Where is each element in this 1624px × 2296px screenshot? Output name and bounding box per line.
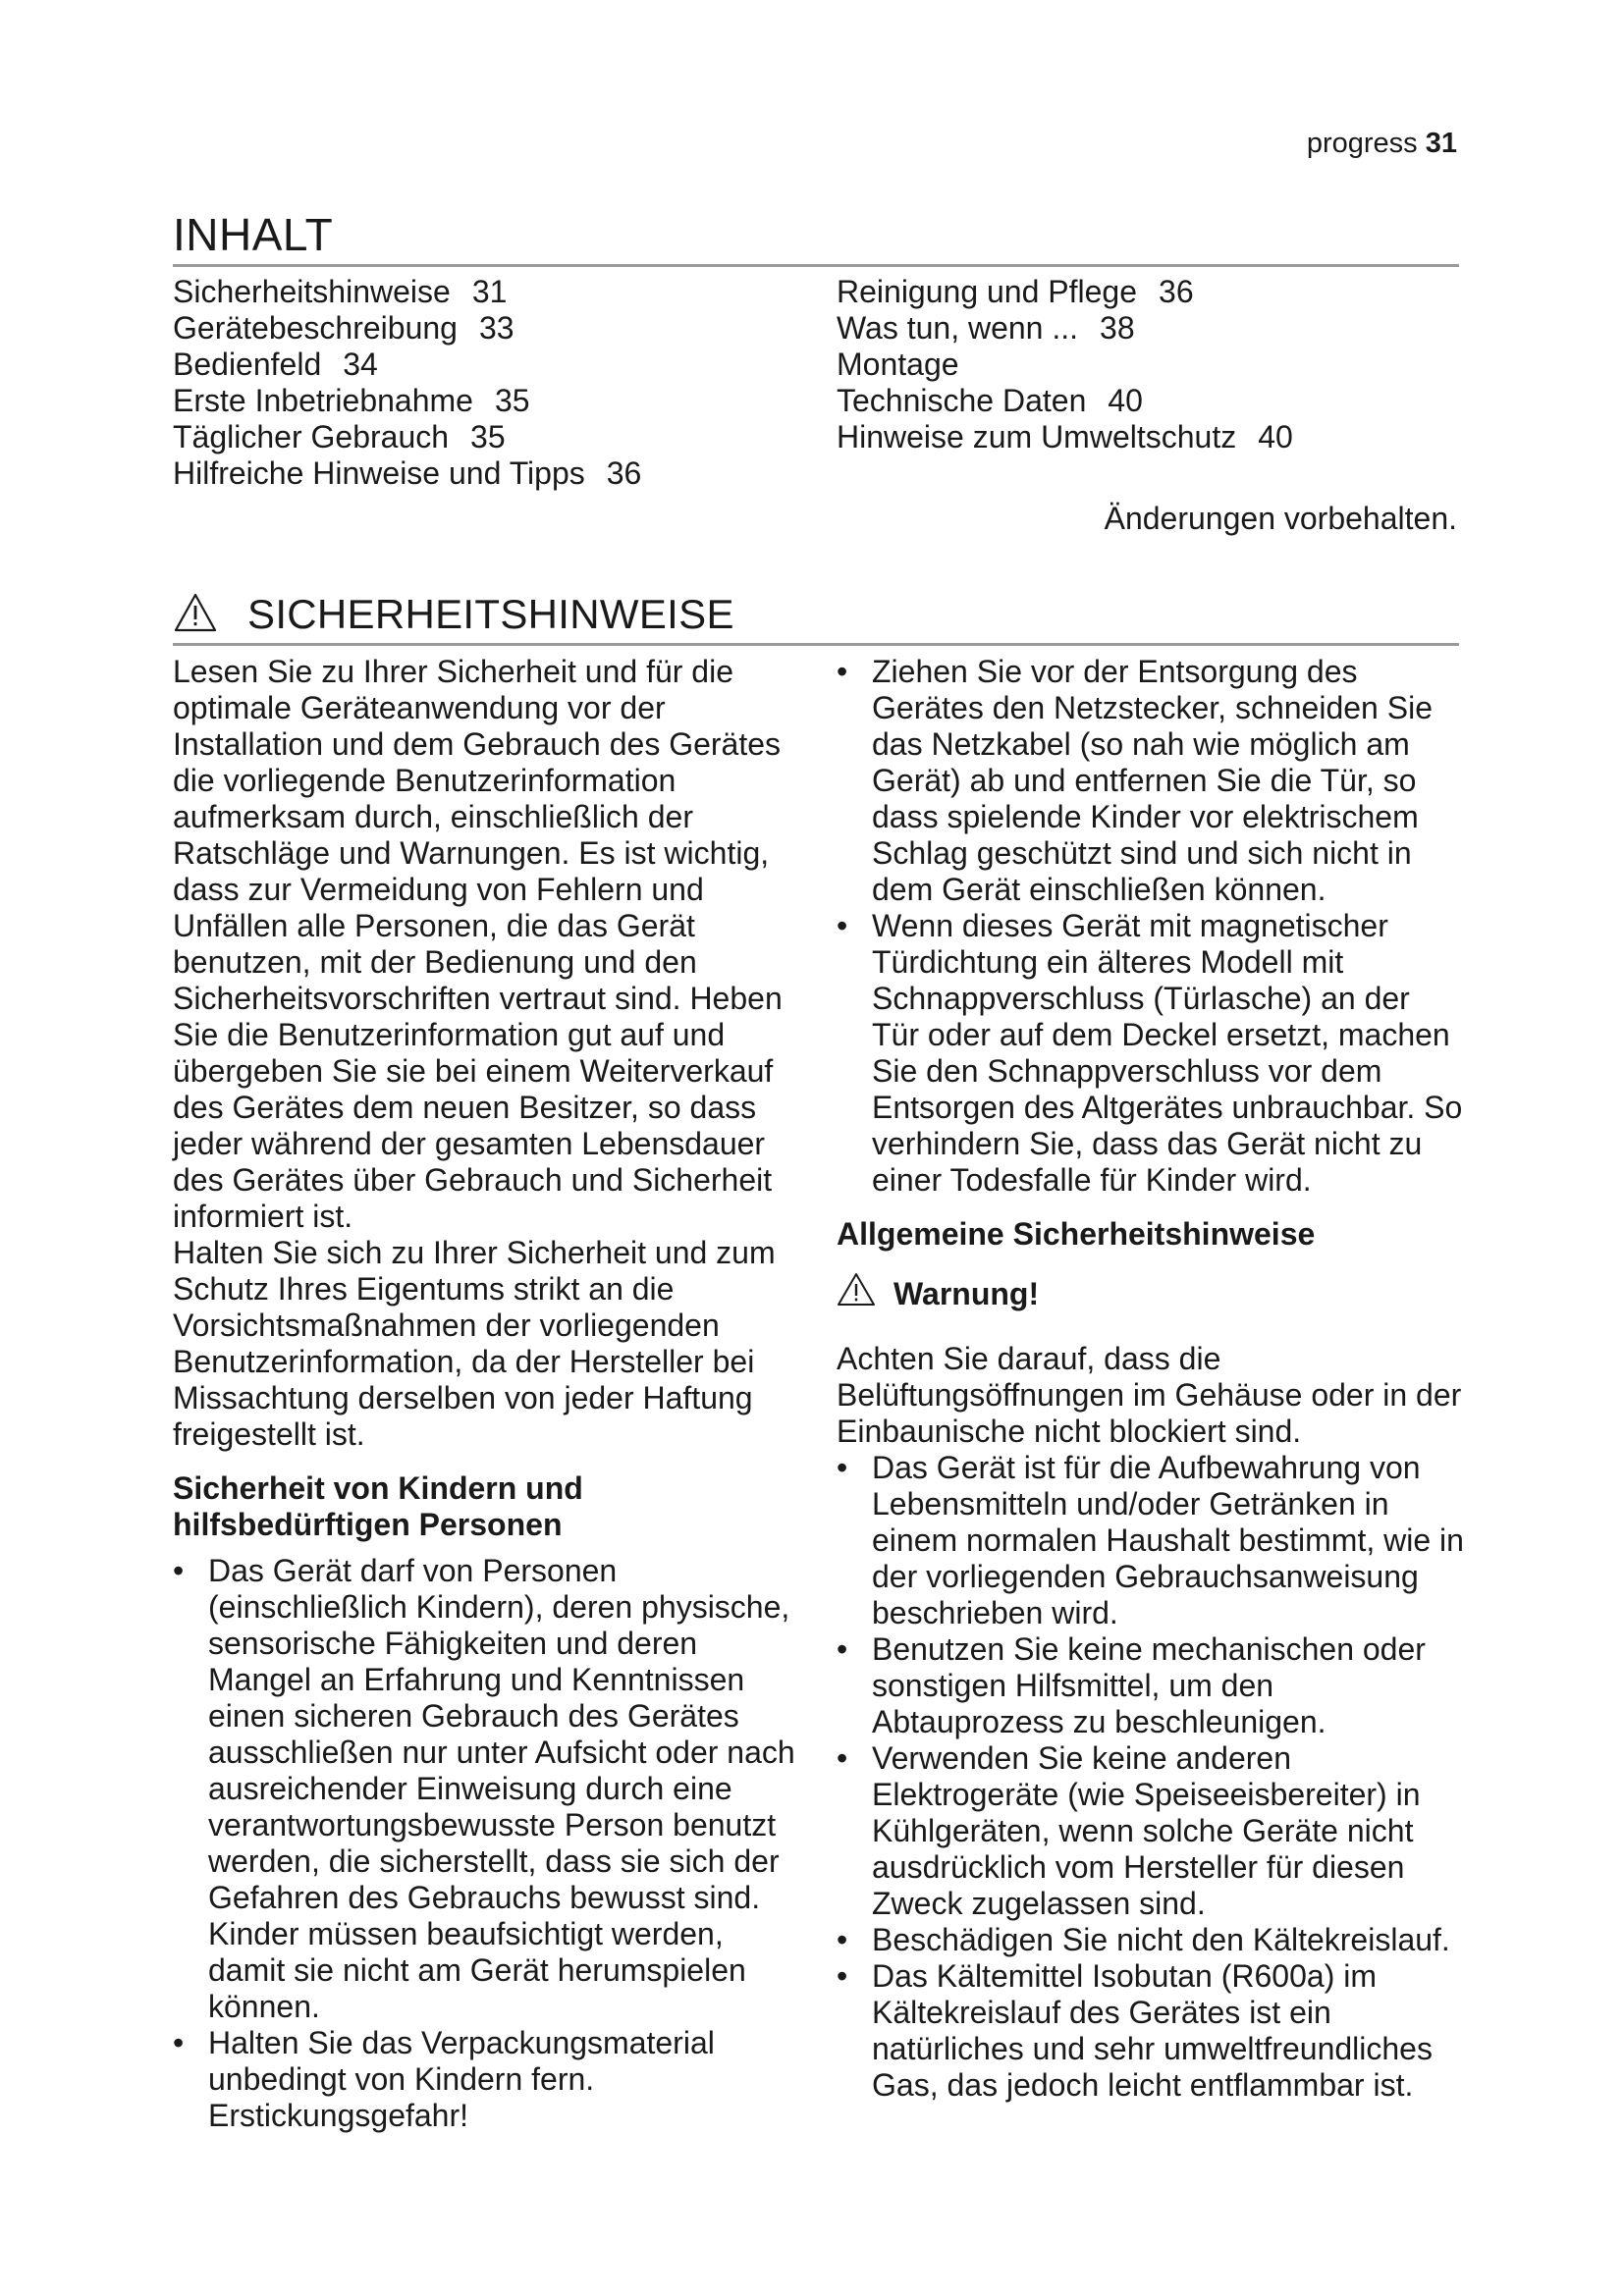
toc-label: Hinweise zum Umweltschutz [837, 419, 1237, 454]
toc-page: 33 [478, 310, 514, 346]
toc-page: 35 [494, 383, 530, 418]
allgemein-heading: Allgemeine Sicherheitshinweise [837, 1216, 1316, 1252]
left-column [173, 654, 801, 2134]
list-item: • Ziehen Sie vor der Entsorgung des Gerätes den Netzstecker, schneiden Sie das Netzkabel (so nah wie möglich am Gerät) ab und entfernen Sie die Tür, so dass spielende Kinder vor elektrischem Schlag geschützt sind und sich nicht in dem Gerät einschließen können. [837, 654, 1465, 908]
toc-label: Erste Inbetriebnahme [173, 383, 473, 418]
toc-item[interactable] [173, 383, 801, 419]
list-item: • Verwenden Sie keine anderen Elektrogeräte (wie Speiseeisbereiter) in Kühlgeräten, wenn solche Geräte nicht ausdrücklich vom Hersteller für diesen Zweck zugelassen sind. [837, 1740, 1465, 1922]
right-column [837, 654, 1465, 2104]
divider [173, 643, 1459, 646]
toc-page: 38 [1100, 310, 1135, 346]
toc-right [837, 274, 1465, 455]
toc-page: 40 [1258, 419, 1293, 454]
warning-text: Achten Sie darauf, dass die Belüftungsöffnungen im Gehäuse oder in der Einbaunische nicht blockiert sind. [837, 1341, 1462, 1449]
toc-label: Täglicher Gebrauch [173, 419, 450, 454]
list-item: • Wenn dieses Gerät mit magnetischer Türdichtung ein älteres Modell mit Schnappverschluss (Türlasche) an der Tür oder auf dem Deckel ersetzt, machen Sie den Schnappverschluss vor dem Entsorgen des Altgerätes unbrauchbar. So verhindern Sie, dass das Gerät nicht zu einer Todesfalle für Kinder wird. [837, 908, 1465, 1199]
warning-box [837, 1272, 1465, 1315]
toc-label: Montage [837, 347, 959, 382]
page-header [1307, 128, 1457, 160]
intro-paragraph: Lesen Sie zu Ihrer Sicherheit und für die optimale Geräteanwendung vor der Installation und dem Gebrauch des Gerätes die vorliegende Benutzerinformation aufmerksam durch, einschließlich der Ratschläge und Warnungen. Es ist wichtig, dass zur Vermeidung von Fehlern und Unfällen alle Personen, die das Gerät benutzen, mit der Bedienung und den Sicherheitsvorschriften vertraut sind. Heben Sie die Benutzerinformation gut auf und übergeben Sie sie bei einem Weiterverkauf des Gerätes dem neuen Besitzer, so dass jeder während der gesamten Lebensdauer des Gerätes über Gebrauch und Sicherheit informiert ist. [173, 654, 783, 1234]
warning-label: Warnung! [893, 1275, 1040, 1311]
toc-item[interactable] [173, 274, 801, 310]
toc-item[interactable] [173, 347, 801, 383]
section-title: SICHERHEITSHINWEISE [247, 591, 734, 637]
warning-triangle-icon [173, 592, 218, 638]
section-heading [173, 585, 734, 644]
toc-page: 31 [471, 274, 508, 309]
list-item: • Das Gerät ist für die Aufbewahrung von Lebensmitteln und/oder Getränken in einem normalen Haushalt bestimmt, wie in der vorliegenden Gebrauchsanweisung beschrieben wird. [837, 1450, 1465, 1631]
toc-left [173, 274, 801, 492]
kinder-heading: Sicherheit von Kindern und hilfsbedürftigen Personen [173, 1470, 583, 1542]
divider [173, 264, 1459, 267]
list-item: • Halten Sie das Verpackungsmaterial unbedingt von Kindern fern. Erstickungsgefahr! [173, 2025, 801, 2134]
toc-page: 35 [470, 419, 506, 454]
toc-item[interactable] [837, 383, 1465, 419]
brand-name: progress [1306, 128, 1418, 159]
toc-label: Hilfreiche Hinweise und Tipps [173, 455, 585, 491]
toc-item[interactable] [837, 274, 1465, 310]
toc-item[interactable] [173, 310, 801, 347]
toc-label: Reinigung und Pflege [837, 274, 1138, 309]
toc-page: 36 [1159, 274, 1194, 309]
toc-page: 34 [343, 347, 378, 382]
toc-label: Sicherheitshinweise [173, 274, 451, 309]
warning-triangle-icon [837, 1272, 876, 1315]
changes-note: Änderungen vorbehalten. [1104, 501, 1457, 536]
toc-item[interactable] [173, 455, 801, 492]
list-item: • Benutzen Sie keine mechanischen oder sonstigen Hilfsmittel, um den Abtauprozess zu beschleunigen. [837, 1631, 1465, 1740]
intro-paragraph: Halten Sie sich zu Ihrer Sicherheit und zum Schutz Ihres Eigentums strikt an die Vorsichtsmaßnahmen der vorliegenden Benutzerinformation, da der Hersteller bei Missachtung derselben von jeder Haftung freigestellt ist. [173, 1235, 776, 1452]
toc-item[interactable] [837, 310, 1465, 347]
toc-label: Bedienfeld [173, 347, 322, 382]
toc-label: Technische Daten [837, 383, 1087, 418]
inhalt-title: INHALT [173, 209, 334, 260]
toc-item[interactable] [837, 419, 1465, 455]
toc-label: Was tun, wenn ... [837, 310, 1079, 346]
toc-page: 40 [1108, 383, 1143, 418]
toc-item[interactable] [837, 347, 1465, 383]
page-number: 31 [1425, 128, 1457, 159]
list-item: • Das Kältemittel Isobutan (R600a) im Kältekreislauf des Gerätes ist ein natürliches und sehr umweltfreundliches Gas, das jedoch leicht entflammbar ist. [837, 1958, 1465, 2104]
toc-item[interactable] [173, 419, 801, 455]
list-item: • Beschädigen Sie nicht den Kältekreislauf. [837, 1922, 1465, 1958]
list-item: • Das Gerät darf von Personen (einschließlich Kindern), deren physische, sensorische Fähigkeiten und deren Mangel an Erfahrung und Kenntnissen einen sicheren Gebrauch des Gerätes ausschließen nur unter Aufsicht oder nach ausreichender Einweisung durch eine verantwortungsbewusste Person benutzt werden, die sicherstellt, dass sie sich der Gefahren des Gebrauchs bewusst sind. Kinder müssen beaufsichtigt werden, damit sie nicht am Gerät herumspielen können. [173, 1553, 801, 2025]
toc-page: 36 [606, 455, 642, 491]
toc-label: Gerätebeschreibung [173, 310, 458, 346]
